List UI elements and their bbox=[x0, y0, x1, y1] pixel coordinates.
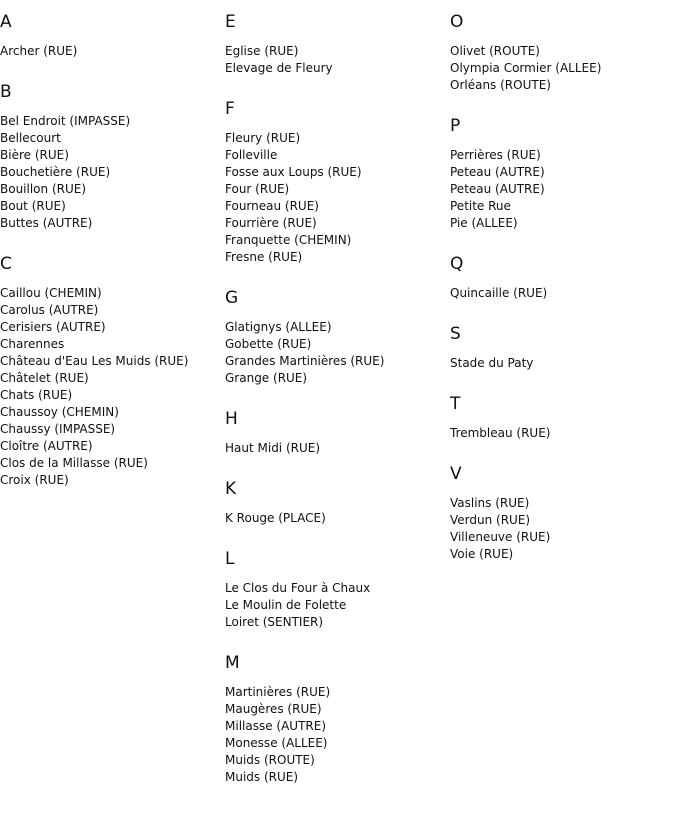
letter-section-b bbox=[0, 69, 220, 241]
street-link[interactable]: Peteau (AUTRE) bbox=[450, 182, 545, 196]
street-list bbox=[0, 285, 220, 498]
letter-section-e bbox=[225, 0, 445, 86]
street-link[interactable]: Fresne (RUE) bbox=[225, 250, 303, 264]
street-link[interactable]: Archer (RUE) bbox=[0, 44, 78, 58]
letter-heading: K bbox=[225, 479, 237, 499]
street-link[interactable]: Maugères (RUE) bbox=[225, 702, 322, 716]
street-link[interactable]: Glatignys (ALLEE) bbox=[225, 320, 332, 334]
street-list bbox=[450, 425, 670, 451]
street-link[interactable]: Villeneuve (RUE) bbox=[450, 530, 551, 544]
street-list bbox=[225, 440, 445, 466]
street-list bbox=[450, 147, 670, 241]
letter-heading: H bbox=[225, 409, 238, 429]
letter-section-k bbox=[225, 466, 445, 536]
letter-heading: A bbox=[0, 12, 12, 32]
street-link[interactable]: Petite Rue bbox=[450, 199, 511, 213]
street-link[interactable]: Grandes Martinières (RUE) bbox=[225, 354, 385, 368]
street-link[interactable]: Verdun (RUE) bbox=[450, 513, 531, 527]
street-link[interactable]: Millasse (AUTRE) bbox=[225, 719, 327, 733]
street-link[interactable]: Charennes bbox=[0, 337, 65, 351]
street-link[interactable]: K Rouge (PLACE) bbox=[225, 511, 326, 525]
street-list bbox=[225, 580, 445, 640]
street-link[interactable]: Croix (RUE) bbox=[0, 473, 69, 487]
street-list bbox=[0, 113, 220, 241]
letter-heading: P bbox=[450, 116, 461, 136]
street-list bbox=[225, 130, 445, 275]
letter-section-f bbox=[225, 86, 445, 275]
letter-heading: S bbox=[450, 324, 461, 344]
letter-section-q bbox=[450, 241, 670, 311]
street-link[interactable]: Eglise (RUE) bbox=[225, 44, 299, 58]
letter-section-t bbox=[450, 381, 670, 451]
street-link[interactable]: Bellecourt bbox=[0, 131, 61, 145]
street-link[interactable]: Muids (RUE) bbox=[225, 770, 299, 784]
letter-section-c bbox=[0, 241, 220, 498]
letter-section-v bbox=[450, 451, 670, 572]
street-link[interactable]: Martinières (RUE) bbox=[225, 685, 331, 699]
letter-section-o bbox=[450, 0, 670, 103]
street-link[interactable]: Fosse aux Loups (RUE) bbox=[225, 165, 362, 179]
street-index-column-1 bbox=[0, 0, 220, 498]
street-list bbox=[0, 43, 220, 69]
street-list bbox=[225, 43, 445, 86]
street-link[interactable]: Grange (RUE) bbox=[225, 371, 308, 385]
street-link[interactable]: Châtelet (RUE) bbox=[0, 371, 89, 385]
street-link[interactable]: Quincaille (RUE) bbox=[450, 286, 548, 300]
street-list bbox=[225, 510, 445, 536]
street-link[interactable]: Caillou (CHEMIN) bbox=[0, 286, 102, 300]
street-link[interactable]: Clos de la Millasse (RUE) bbox=[0, 456, 148, 470]
street-list bbox=[450, 495, 670, 572]
street-link[interactable]: Stade du Paty bbox=[450, 356, 534, 370]
letter-heading: G bbox=[225, 288, 239, 308]
street-link[interactable]: Loiret (SENTIER) bbox=[225, 615, 324, 629]
letter-heading: C bbox=[0, 254, 12, 274]
street-link[interactable]: Fourneau (RUE) bbox=[225, 199, 319, 213]
letter-section-p bbox=[450, 103, 670, 241]
street-link[interactable]: Peteau (AUTRE) bbox=[450, 165, 545, 179]
street-link[interactable]: Bouchetière (RUE) bbox=[0, 165, 111, 179]
street-link[interactable]: Fourrière (RUE) bbox=[225, 216, 317, 230]
street-link[interactable]: Trembleau (RUE) bbox=[450, 426, 551, 440]
letter-heading: B bbox=[0, 82, 12, 102]
letter-section-a bbox=[0, 0, 220, 69]
street-link[interactable]: Voie (RUE) bbox=[450, 547, 514, 561]
street-link[interactable]: Olympia Cormier (ALLEE) bbox=[450, 61, 602, 75]
street-link[interactable]: Bouillon (RUE) bbox=[0, 182, 87, 196]
street-link[interactable]: Haut Midi (RUE) bbox=[225, 441, 321, 455]
street-list bbox=[450, 285, 670, 311]
letter-heading: F bbox=[225, 99, 235, 119]
letter-heading: L bbox=[225, 549, 235, 569]
street-link[interactable]: Chaussy (IMPASSE) bbox=[0, 422, 116, 436]
street-link[interactable]: Monesse (ALLEE) bbox=[225, 736, 328, 750]
street-link[interactable]: Chaussoy (CHEMIN) bbox=[0, 405, 119, 419]
street-list bbox=[225, 319, 445, 396]
letter-section-g bbox=[225, 275, 445, 396]
letter-heading: M bbox=[225, 653, 240, 673]
street-link[interactable]: Cloître (AUTRE) bbox=[0, 439, 93, 453]
street-link[interactable]: Vaslins (RUE) bbox=[450, 496, 530, 510]
street-link[interactable]: Olivet (ROUTE) bbox=[450, 44, 540, 58]
street-link[interactable]: Buttes (AUTRE) bbox=[0, 216, 93, 230]
street-link[interactable]: Perrières (RUE) bbox=[450, 148, 541, 162]
street-link[interactable]: Cerisiers (AUTRE) bbox=[0, 320, 106, 334]
letter-heading: O bbox=[450, 12, 464, 32]
letter-section-m bbox=[225, 640, 445, 795]
street-list bbox=[225, 684, 445, 795]
street-link[interactable]: Four (RUE) bbox=[225, 182, 290, 196]
street-link[interactable]: Pie (ALLEE) bbox=[450, 216, 518, 230]
street-link[interactable]: Le Moulin de Folette bbox=[225, 598, 347, 612]
letter-section-h bbox=[225, 396, 445, 466]
street-link[interactable]: Gobette (RUE) bbox=[225, 337, 312, 351]
letter-heading: V bbox=[450, 464, 462, 484]
letter-section-l bbox=[225, 536, 445, 640]
street-link[interactable]: Fleury (RUE) bbox=[225, 131, 301, 145]
street-link[interactable]: Le Clos du Four à Chaux bbox=[225, 581, 371, 595]
letter-heading: Q bbox=[450, 254, 464, 274]
street-link[interactable]: Château d'Eau Les Muids (RUE) bbox=[0, 354, 189, 368]
street-link[interactable]: Bel Endroit (IMPASSE) bbox=[0, 114, 131, 128]
street-index-column-2 bbox=[225, 0, 445, 795]
street-link[interactable]: Muids (ROUTE) bbox=[225, 753, 315, 767]
street-index-column-3 bbox=[450, 0, 670, 572]
street-list bbox=[450, 43, 670, 103]
street-link[interactable]: Orléans (ROUTE) bbox=[450, 78, 551, 92]
street-link[interactable]: Franquette (CHEMIN) bbox=[225, 233, 352, 247]
street-link[interactable]: Bière (RUE) bbox=[0, 148, 69, 162]
street-link[interactable]: Bout (RUE) bbox=[0, 199, 66, 213]
street-list bbox=[450, 355, 670, 381]
street-link[interactable]: Carolus (AUTRE) bbox=[0, 303, 99, 317]
street-link[interactable]: Elevage de Fleury bbox=[225, 61, 333, 75]
letter-heading: E bbox=[225, 12, 236, 32]
street-link[interactable]: Chats (RUE) bbox=[0, 388, 73, 402]
letter-section-s bbox=[450, 311, 670, 381]
letter-heading: T bbox=[450, 394, 461, 414]
street-link[interactable]: Folleville bbox=[225, 148, 278, 162]
